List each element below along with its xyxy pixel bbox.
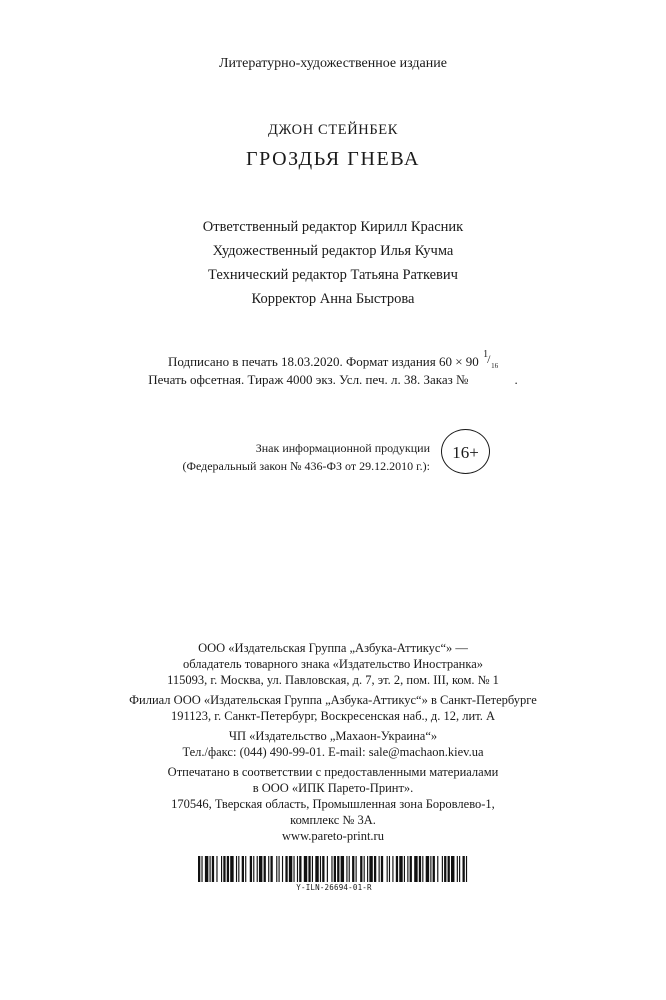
staff-line: Технический редактор Татьяна Раткевич	[208, 267, 458, 283]
barcode	[196, 856, 472, 896]
barcode-bar	[410, 856, 412, 882]
barcode-bar	[253, 856, 254, 882]
barcode-bar	[327, 856, 328, 882]
barcode-bar	[457, 856, 458, 882]
barcode-bar	[242, 856, 244, 882]
barcode-bar	[221, 856, 222, 882]
barcode-bar	[433, 856, 435, 882]
barcode-bar	[285, 856, 287, 882]
barcode-bar	[352, 856, 354, 882]
publisher-line: Филиал ООО «Издательская Группа „Азбука-Аттикус“» в Санкт-Петербурге	[129, 693, 537, 707]
staff-line: Корректор Анна Быстрова	[251, 291, 415, 307]
barcode-bar	[250, 856, 252, 882]
publisher-line: Тел./факс: (044) 490-99-01. E-mail: sale@machaon.kiev.ua	[182, 745, 484, 759]
barcode-bar	[466, 856, 467, 882]
barcode-bar	[315, 856, 318, 882]
print-format-text: Подписано в печать 18.03.2020. Формат издания 60 × 90	[167, 354, 479, 369]
print-run-text: Печать офсетная. Тираж 4000 экз. Усл. печ. л. 38. Заказ №	[148, 372, 469, 387]
barcode-bar	[198, 856, 200, 882]
barcode-bar	[236, 856, 237, 882]
barcode-bar	[430, 856, 431, 882]
barcode-bar	[349, 856, 350, 882]
barcode-bar	[387, 856, 388, 882]
printer-line: комплекс № 3А.	[290, 813, 376, 827]
barcode-bar	[437, 856, 438, 882]
barcode-bar	[463, 856, 465, 882]
barcode-bar	[379, 856, 380, 882]
barcode-bar	[444, 856, 446, 882]
format-fraction-denominator: 16	[491, 362, 499, 370]
barcode-bar	[360, 856, 362, 882]
barcode-bar	[407, 856, 408, 882]
format-fraction: 1 / 16	[482, 352, 498, 366]
barcode-bar	[374, 856, 376, 882]
barcode-bar	[223, 856, 225, 882]
barcode-bars	[196, 856, 472, 884]
format-fraction-numerator: 1	[483, 349, 489, 360]
barcode-bar	[426, 856, 429, 882]
staff-line: Художественный редактор Илья Кучма	[212, 243, 454, 259]
barcode-bar	[389, 856, 390, 882]
publisher-info	[0, 640, 666, 844]
barcode-bar	[337, 856, 339, 882]
barcode-bar	[414, 856, 417, 882]
info-sign-line-2: (Федеральный закон № 436-ФЗ от 29.12.2010 г.):	[182, 459, 430, 473]
barcode-bar	[369, 856, 372, 882]
barcode-bar	[451, 856, 454, 882]
publisher-line: 191123, г. Санкт-Петербург, Воскресенская наб., д. 12, лит. А	[170, 709, 496, 723]
barcode-bar	[293, 856, 294, 882]
barcode-bar	[227, 856, 229, 882]
barcode-bar	[238, 856, 239, 882]
barcode-bar	[312, 856, 313, 882]
barcode-bar	[245, 856, 246, 882]
barcode-bar	[341, 856, 344, 882]
barcode-bar	[270, 856, 272, 882]
barcode-bar	[308, 856, 310, 882]
barcode-bar	[442, 856, 443, 882]
age-rating-badge: 16+	[441, 429, 490, 474]
author-name: ДЖОН СТЕЙНБЕК	[267, 122, 399, 138]
barcode-bar	[212, 856, 214, 882]
barcode-bar	[448, 856, 450, 882]
info-sign-line-1: Знак информационной продукции	[255, 441, 430, 455]
barcode-number: Y-ILN-26694-01-R	[296, 883, 372, 892]
barcode-bar	[264, 856, 266, 882]
barcode-bar	[299, 856, 301, 882]
information-product-sign	[182, 439, 430, 475]
barcode-bar	[331, 856, 332, 882]
barcode-bar	[257, 856, 258, 882]
barcode-bar	[356, 856, 357, 882]
barcode-bar	[419, 856, 421, 882]
barcode-bar	[279, 856, 280, 882]
editorial-staff	[0, 215, 666, 311]
staff-line: Ответственный редактор Кирилл Красник	[202, 219, 464, 235]
barcode-bar	[322, 856, 324, 882]
barcode-bar	[201, 856, 202, 882]
barcode-bar	[276, 856, 277, 882]
barcode-bar	[459, 856, 460, 882]
barcode-bar	[304, 856, 307, 882]
barcode-bar	[289, 856, 292, 882]
barcode-bar	[259, 856, 262, 882]
print-details	[116, 349, 550, 389]
printer-line: 170546, Тверская область, Промышленная зона Боровлево-1,	[171, 797, 495, 811]
print-details-line-1	[116, 349, 550, 371]
barcode-bar	[367, 856, 368, 882]
series-label: Литературно-художественное издание	[219, 56, 447, 71]
barcode-bar	[268, 856, 269, 882]
barcode-bar	[216, 856, 217, 882]
barcode-bar	[205, 856, 208, 882]
barcode-bar	[364, 856, 365, 882]
barcode-bar	[282, 856, 283, 882]
publisher-line: 115093, г. Москва, ул. Павловская, д. 7, эт. 2, пом. III, ком. № 1	[167, 673, 499, 687]
publisher-line: ЧП «Издательство „Махаон-Украина“»	[228, 729, 438, 743]
printer-line: Отпечатано в соответствии с предоставленными материалами	[167, 765, 499, 779]
printer-line: в ООО «ИПК Парето-Принт».	[252, 781, 414, 795]
publisher-line: обладатель товарного знака «Издательство Иностранка»	[182, 657, 484, 671]
barcode-bar	[422, 856, 423, 882]
barcode-bar	[381, 856, 383, 882]
printer-website: www.pareto-print.ru	[282, 829, 384, 843]
book-title: ГРОЗДЬЯ ГНЕВА	[245, 148, 421, 170]
publisher-line: ООО «Издательская Группа „Азбука-Аттикус“» —	[198, 641, 468, 655]
barcode-bar	[230, 856, 233, 882]
barcode-bar	[396, 856, 398, 882]
barcode-bar	[320, 856, 321, 882]
barcode-bar	[334, 856, 336, 882]
barcode-bar	[392, 856, 393, 882]
print-details-line-2: Печать офсетная. Тираж 4000 экз. Усл. печ. л. 38. Заказ № .	[148, 372, 518, 387]
barcode-bar	[399, 856, 402, 882]
barcode-bar	[404, 856, 405, 882]
barcode-bar	[210, 856, 211, 882]
barcode-bar	[297, 856, 298, 882]
barcode-bar	[346, 856, 347, 882]
